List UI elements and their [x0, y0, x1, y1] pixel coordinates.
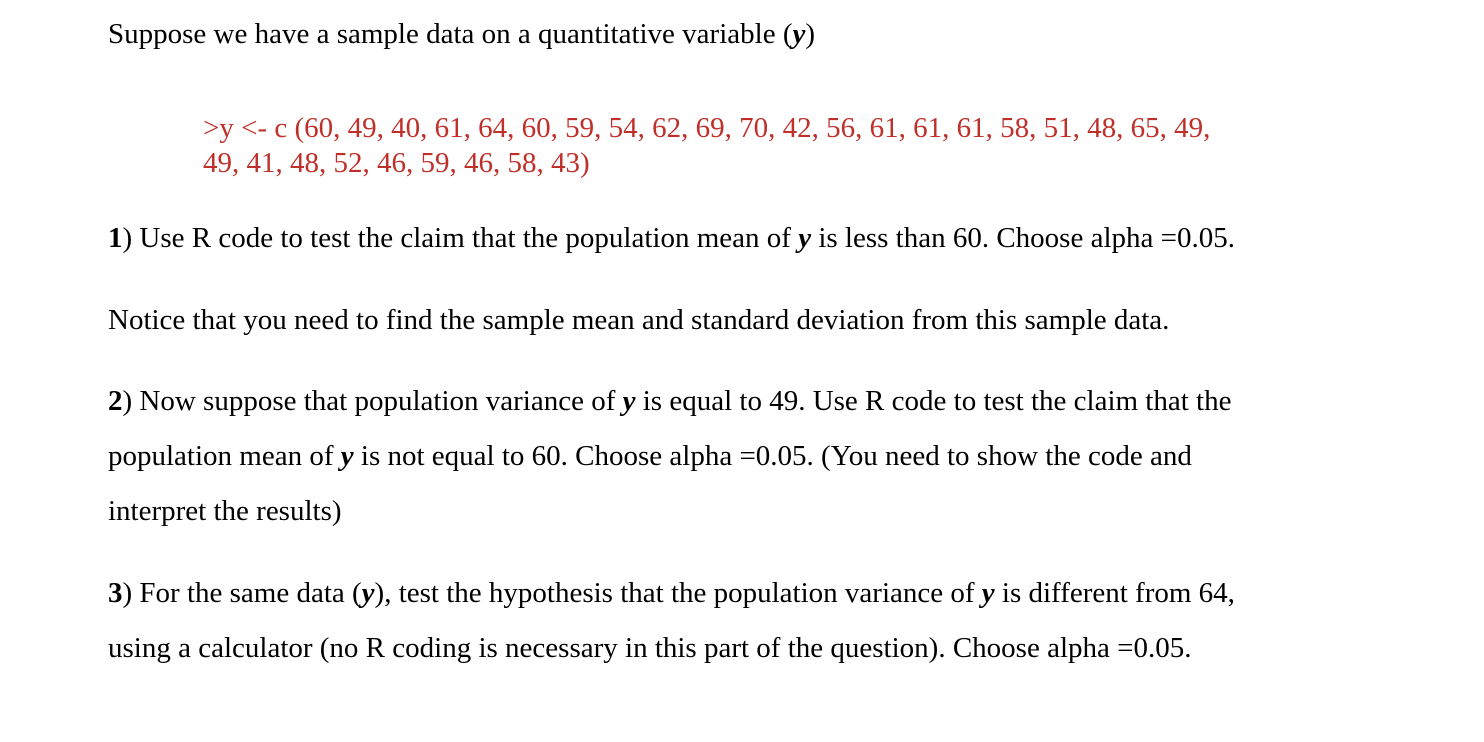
question-3-line-2: using a calculator (no R coding is necessary in this part of the question). Choose alpha =0.05.: [108, 632, 1192, 664]
r-code-line-2: 49, 41, 48, 52, 46, 59, 46, 58, 43): [203, 147, 590, 179]
intro-variable: y: [792, 18, 806, 50]
question-2-text-b: is equal to 49. Use R code to test the claim that the: [635, 385, 1232, 417]
question-1-variable: y: [798, 222, 812, 254]
question-2-line-3: interpret the results): [108, 495, 342, 527]
question-2-variable-a: y: [622, 385, 636, 417]
question-3-text-a: ) For the same data (: [122, 577, 362, 609]
question-3-text-b: ), test the hypothesis that the population variance of: [374, 577, 982, 609]
intro-text-main: Suppose we have a sample data on a quantitative variable (: [108, 18, 793, 50]
question-2-text-a: ) Now suppose that population variance of: [122, 385, 623, 417]
question-2-number: 2: [108, 385, 123, 417]
question-3-number: 3: [108, 577, 123, 609]
question-2-variable-b: y: [340, 440, 354, 472]
question-3-line-1: [108, 576, 1235, 610]
question-1-text-b: is less than 60. Choose alpha =0.05.: [811, 222, 1235, 254]
question-3-variable-b: y: [981, 577, 995, 609]
question-2-line-1: [108, 384, 1231, 418]
question-2-line-2: [108, 439, 1192, 473]
question-1: [108, 221, 1235, 255]
question-2-text-d: is not equal to 60. Choose alpha =0.05. (You need to show the code and: [353, 440, 1192, 472]
question-2-text-c: population mean of: [108, 440, 341, 472]
question-3-text-c: is different from 64,: [994, 577, 1235, 609]
question-1-number: 1: [108, 222, 123, 254]
intro-text: [108, 17, 815, 51]
intro-text-end: ): [805, 18, 816, 50]
question-1-text-a: ) Use R code to test the claim that the population mean of: [122, 222, 799, 254]
r-code-line-1: >y <- c (60, 49, 40, 61, 64, 60, 59, 54, 62, 69, 70, 42, 56, 61, 61, 61, 58, 51, 48, 65, 49,: [203, 112, 1211, 144]
question-3-variable-a: y: [361, 577, 375, 609]
notice-text: Notice that you need to find the sample mean and standard deviation from this sample data.: [108, 304, 1170, 336]
